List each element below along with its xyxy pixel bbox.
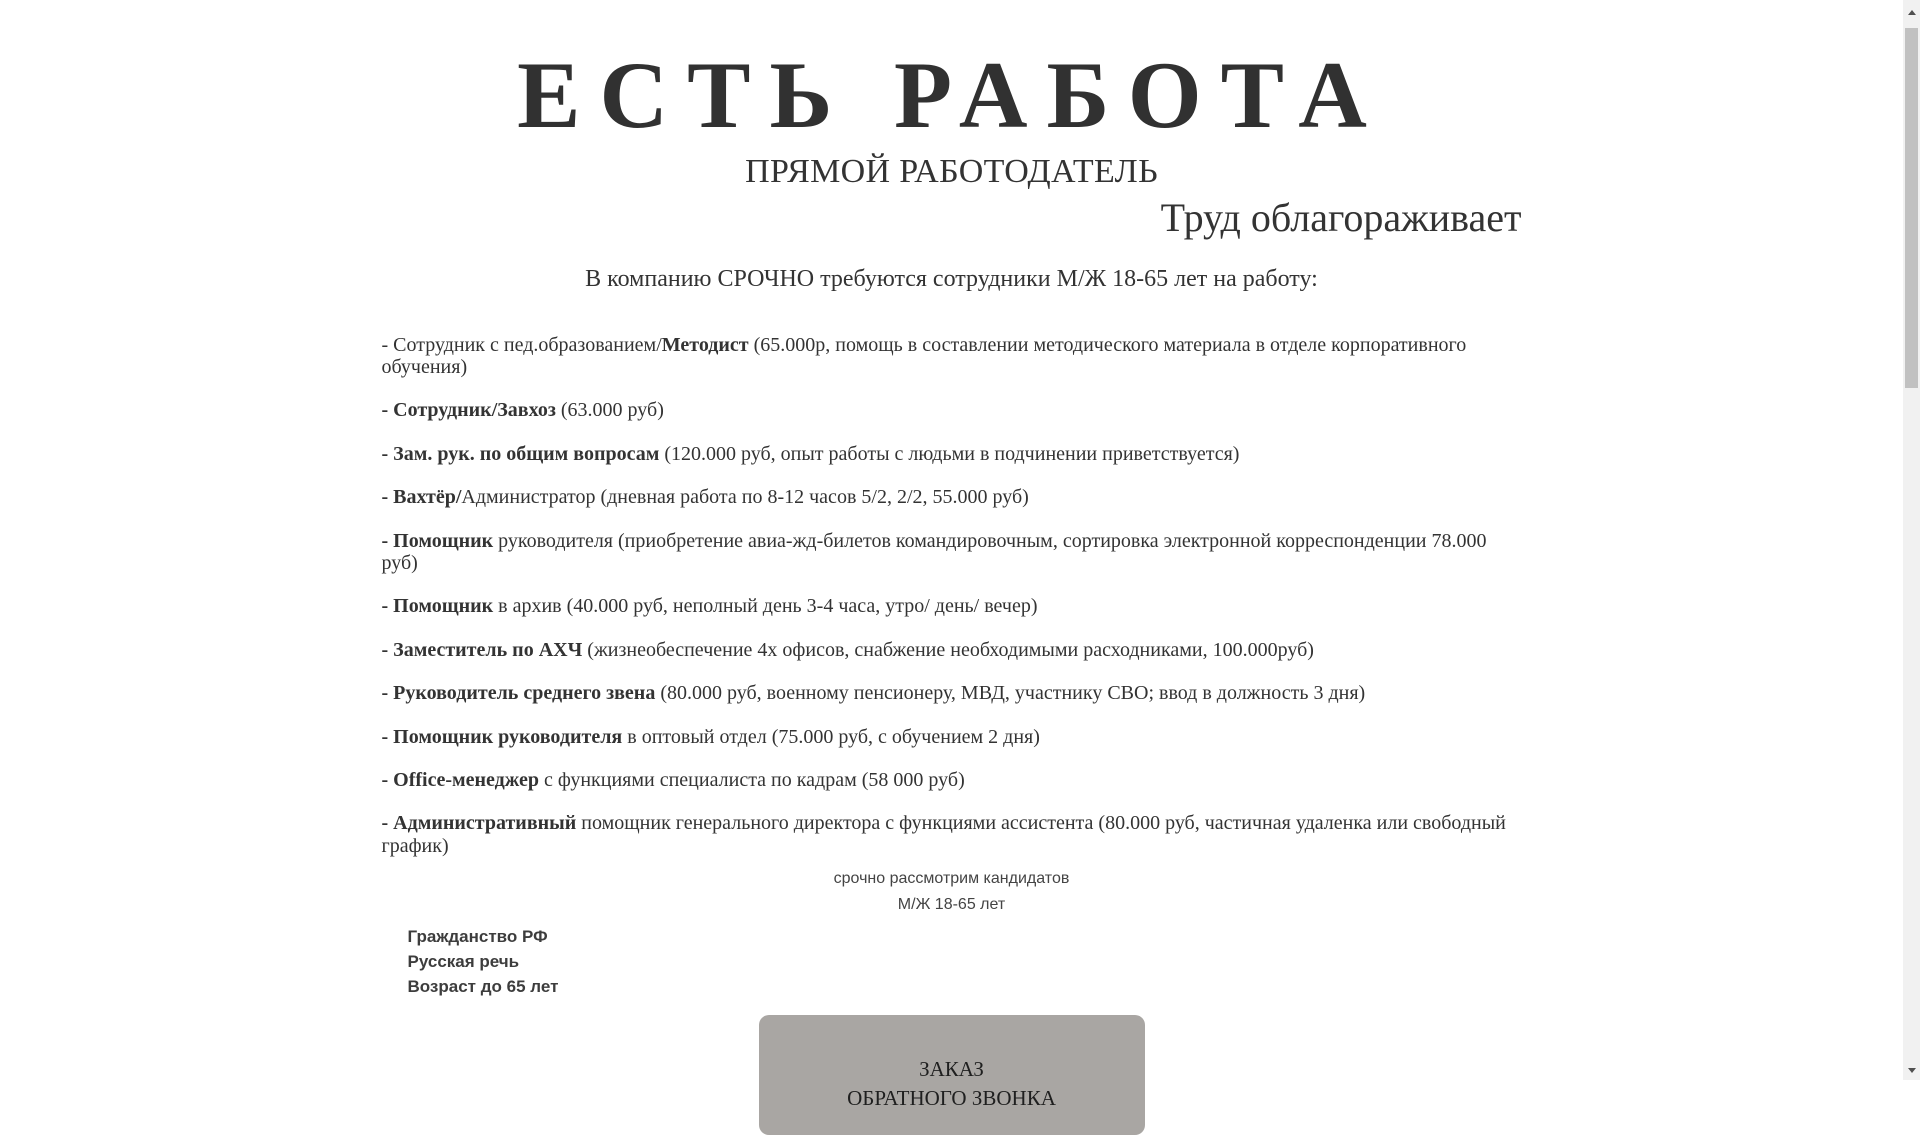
job-item: - Сотрудник с пед.образованием/Методист (65.000р, помощь в составлении методического материала в отделе корпоративного обучения) <box>381 333 1467 379</box>
motto-text: Труд облагораживает <box>1160 194 1522 240</box>
subtitle-direct-employer: ПРЯМОЙ РАБОТОДАТЕЛЬ <box>745 152 1158 190</box>
intro-line: В компанию СРОЧНО требуются сотрудники М/Ж 18-65 лет на работу: <box>585 265 1318 292</box>
note-urgent: срочно рассмотрим кандидатов <box>833 870 1070 888</box>
job-item: - Office-менеджер с функциями специалиста по кадрам (58 000 руб) <box>381 768 965 791</box>
requirements-list <box>382 924 1522 999</box>
requirement-item: Возраст до 65 лет <box>407 977 559 997</box>
job-item: - Зам. рук. по общим вопросам (120.000 руб, опыт работы с людьми в подчинении приветствуется) <box>381 442 1240 465</box>
job-item: - Помощник руководителя (приобретение авиа-жд-билетов командировочным, сортировка электронной корреспонденции 78.000 руб) <box>381 529 1487 574</box>
scrollbar-thumb[interactable] <box>1905 28 1918 388</box>
job-item: - Руководитель среднего звена (80.000 руб, военному пенсионеру, МВД, участнику СВО; ввод в должность 3 дня) <box>381 682 1366 705</box>
callback-order-button[interactable] <box>759 1015 1145 1135</box>
page-title: ЕСТЬ РАБОТА <box>517 42 1386 148</box>
job-item: - Заместитель по АХЧ (жизнеобеспечение 4х офисов, снабжение необходимыми расходниками, 100.000руб) <box>381 638 1314 661</box>
scrollbar[interactable] <box>1903 0 1920 1080</box>
callback-button-line2: ОБРАТНОГО ЗВОНКА <box>847 1085 1056 1110</box>
scrollbar-up-button[interactable] <box>1903 5 1920 19</box>
job-item: - Вахтёр/Администратор (дневная работа по 8-12 часов 5/2, 2/2, 55.000 руб) <box>381 486 1029 509</box>
job-item: - Сотрудник/Завхоз (63.000 руб) <box>381 399 664 422</box>
job-item: - Помощник в архив (40.000 руб, неполный день 3-4 часа, утро/ день/ вечер) <box>381 595 1038 618</box>
requirement-item: Русская речь <box>407 952 520 972</box>
scroll-down-icon <box>1908 1068 1916 1073</box>
job-list <box>382 334 1522 857</box>
scroll-up-icon <box>1908 10 1916 15</box>
job-item: - Административный помощник генерального директора с функциями ассистента (80.000 руб, частичная удаленка или свободный график) <box>381 812 1506 857</box>
scrollbar-down-button[interactable] <box>1903 1063 1920 1077</box>
note-age: М/Ж 18-65 лет <box>897 896 1006 914</box>
requirement-item: Гражданство РФ <box>407 927 548 947</box>
job-item: - Помощник руководителя в оптовый отдел (75.000 руб, с обучением 2 дня) <box>381 725 1040 748</box>
callback-button-line1: ЗАКАЗ <box>919 1056 984 1081</box>
job-ad-page <box>382 0 1522 1135</box>
